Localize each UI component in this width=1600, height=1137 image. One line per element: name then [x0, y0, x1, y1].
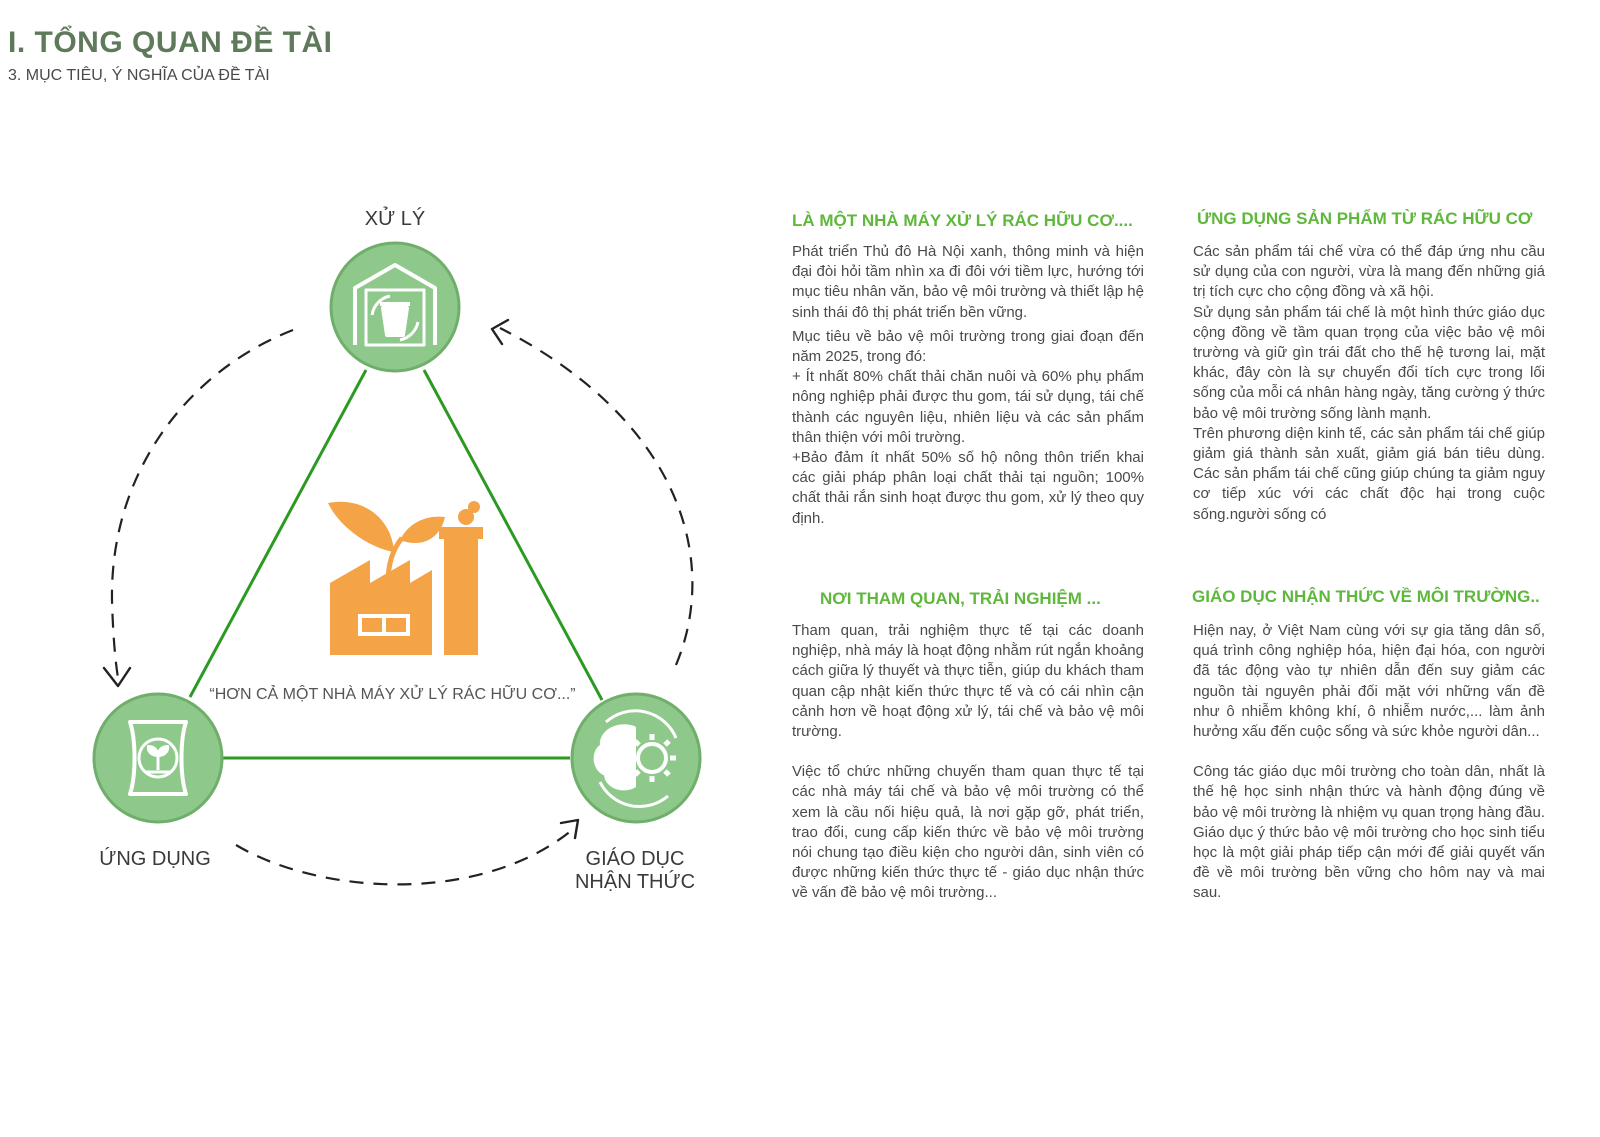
center-quote: “HƠN CẢ MỘT NHÀ MÁY XỬ LÝ RÁC HỮU CƠ...”	[209, 686, 576, 703]
node-label-ung-dung: ỨNG DỤNG	[99, 848, 211, 870]
page-title: I. TỔNG QUAN ĐỀ TÀI	[8, 26, 333, 59]
paragraph: Sử dụng sản phẩm tái chế là một hình thức giáo dục cộng đồng về tầm quan trọng của việc bảo vệ môi trường và giữ gìn trái đất cho thế hệ tương lai, mặt khác, đây còn là sự chuyển đổi tích cực trong lối sống của mỗi cá nhân hàng ngày, tăng cường ý thức bảo vệ môi trường sống lành mạnh.	[1193, 303, 1545, 422]
arrow-right-to-top	[500, 328, 692, 665]
node-label-giao-duc-line2: NHẬN THỨC	[574, 871, 696, 893]
section-body-giao-duc	[1193, 621, 1545, 904]
eco-factory-plant-icon	[328, 501, 483, 655]
node-xu-ly	[331, 243, 459, 371]
paragraph: +Bảo đảm ít nhất 50% số hộ nông thôn triển khai các giải pháp phân loại chất thải tại nguồn; 100% chất thải rắn sinh hoạt được thu gom, xử lý theo quy định.	[792, 449, 1144, 527]
paragraph: Mục tiêu về bảo vệ môi trường trong giai đoạn đến năm 2025, trong đó:	[792, 327, 1144, 366]
arrow-left-to-right	[236, 830, 572, 884]
node-label-xu-ly: XỬ LÝ	[364, 208, 426, 230]
section-heading-tham-quan: NƠI THAM QUAN, TRẢI NGHIỆM ...	[820, 589, 1101, 608]
node-label-giao-duc-line1: GIÁO DỤC	[585, 848, 685, 870]
section-heading-ung-dung: ỨNG DỤNG SẢN PHẨM TỪ RÁC HỮU CƠ	[1197, 209, 1533, 228]
paragraph: Trên phương diện kinh tế, các sản phẩm tái chế giúp giảm giá thành sản xuất, giảm giá bán tiêu dùng. Các sản phẩm tái chế cũng giúp chúng ta giảm nguy cơ tiếp xúc với các chất độc hại trong cuộc sống.người sống có	[1193, 424, 1545, 523]
page-subtitle: 3. MỤC TIÊU, Ý NGHĨA CỦA ĐỀ TÀI	[8, 67, 270, 84]
paragraph: Phát triển Thủ đô Hà Nội xanh, thông minh và hiện đại đòi hỏi tầm nhìn xa đi đôi với tiềm lực, hướng tới mục tiêu nhân văn, bảo vệ môi trường và thiết lập hệ sinh thái đô thị phát triển bền vững.	[792, 243, 1144, 321]
cycle-diagram	[0, 0, 760, 960]
paragraph: Việc tổ chức những chuyến tham quan thực tế tại các nhà máy tái chế và bảo vệ môi trường có thể xem là cầu nối hiệu quả, là nơi gặp gỡ, phát triển, trao đổi, cung cấp kiến thức về bảo vệ môi trường nói chung tạo điều kiện cho người dân, sinh viên có được những kiến thức thực tế - giáo dục nhận thức về vấn đề bảo vệ môi trường...	[792, 763, 1144, 902]
arrow-top-to-left	[112, 330, 293, 678]
section-body-nha-may	[792, 242, 1144, 529]
section-heading-nha-may: LÀ MỘT NHÀ MÁY XỬ LÝ RÁC HỮU CƠ....	[792, 211, 1133, 230]
section-heading-giao-duc: GIÁO DỤC NHẬN THỨC VỀ MÔI TRƯỜNG..	[1192, 587, 1540, 606]
paragraph: + Ít nhất 80% chất thải chăn nuôi và 60% phụ phẩm nông nghiệp phải được thu gom, tái sử dụng, tái chế thành các nguyên liệu, nhiên liệu và các sản phẩm thân thiện với môi trường.	[792, 368, 1144, 446]
paragraph: Công tác giáo dục môi trường cho toàn dân, nhất là thế hệ học sinh nhận thức và hành động đúng về bảo vệ môi trường là nhiệm vụ quan trọng hàng đầu. Giáo dục ý thức bảo vệ môi trường cho học sinh tiểu học là một giải pháp tiếp cận mới để giải quyết vấn đề về môi trường bền vững cho hôm nay và mai sau.	[1193, 763, 1545, 902]
node-label-giao-duc	[560, 848, 710, 894]
paragraph: Hiện nay, ở Việt Nam cùng với sự gia tăng dân số, quá trình công nghiệp hóa, hiện đại hóa, con người đã tác động vào tự nhiên dẫn đến suy giảm các nguồn tài nguyên phải đối mặt với những vấn đề như ô nhiễm không khí, ô nhiễm nước,... làm ảnh hưởng xấu đến cuộc sống và sức khỏe người dân...	[1193, 622, 1545, 741]
node-ung-dung	[94, 694, 222, 822]
section-body-ung-dung	[1193, 242, 1545, 525]
node-giao-duc	[572, 694, 700, 822]
paragraph: Các sản phẩm tái chế vừa có thể đáp ứng nhu cầu sử dụng của con người, vừa là mang đến những giá trị tích cực cho cộng đồng và xã hội.	[1193, 243, 1545, 301]
section-body-tham-quan	[792, 621, 1144, 904]
paragraph: Tham quan, trải nghiệm thực tế tại các doanh nghiệp, nhà máy là hoạt động nhằm rút ngắn khoảng cách giữa lý thuyết và thực tiễn, giúp du khách tham quan cập nhật kiến thức thực tế và có cái nhìn cận cảnh hơn về hoạt động xử lý, tái chế và bảo vệ môi trường.	[792, 622, 1144, 741]
